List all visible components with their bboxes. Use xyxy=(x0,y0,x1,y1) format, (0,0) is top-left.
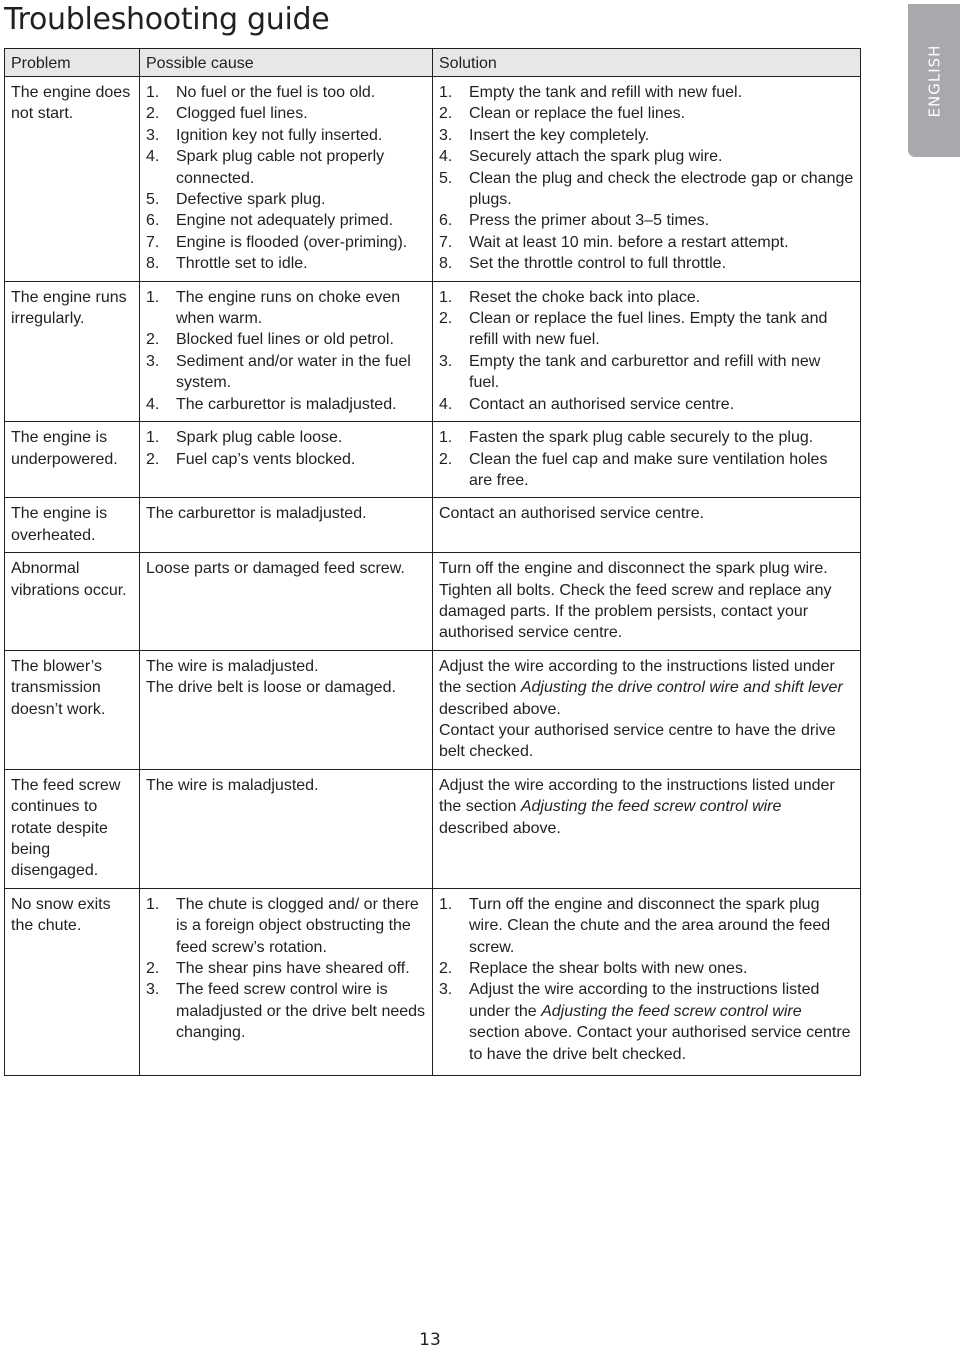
solution-cell xyxy=(433,888,861,1075)
cause-list xyxy=(146,894,426,1044)
solution-cell xyxy=(433,77,861,282)
table-row xyxy=(5,498,861,553)
solution-list xyxy=(439,82,854,275)
list-item: 6. Press the primer about 3–5 times. xyxy=(439,210,854,231)
problem-cell: The engine is underpowered. xyxy=(5,422,140,498)
cause-line: The drive belt is loose or damaged. xyxy=(146,679,396,697)
table-row xyxy=(5,77,861,282)
solution-cell xyxy=(433,281,861,421)
cause-text: Clogged fuel lines. xyxy=(176,105,308,123)
solution-cell xyxy=(433,422,861,498)
solution-paragraph: Adjust the wire according to the instructions listed under the section Adjusting the drive control wire and shift lever described above. xyxy=(439,657,843,718)
problem-cell: The engine is overheated. xyxy=(5,498,140,553)
list-item: 1. Turn off the engine and disconnect the spark plug wire. Clean the chute and the area around the feed screw. xyxy=(439,894,854,958)
list-item: 4. Spark plug cable not properly connected. xyxy=(146,146,426,189)
list-item: 2. Clean the fuel cap and make sure ventilation holes are free. xyxy=(439,449,854,492)
table-row xyxy=(5,769,861,888)
column-header-solution: Solution xyxy=(433,49,861,77)
language-tab xyxy=(908,4,960,157)
solution-text: Press the primer about 3–5 times. xyxy=(469,212,710,230)
cause-text: Ignition key not fully inserted. xyxy=(176,126,383,144)
cause-text: The feed screw control wire is maladjusted or the drive belt needs changing. xyxy=(176,981,426,1042)
solution-cell: Contact an authorised service centre. xyxy=(433,498,861,553)
cause-list xyxy=(146,287,426,415)
table-header-row xyxy=(5,49,861,77)
table-row xyxy=(5,281,861,421)
list-item: 2. Clean or replace the fuel lines. xyxy=(439,103,854,124)
list-item: 2. Replace the shear bolts with new ones. xyxy=(439,958,854,979)
cause-cell xyxy=(140,650,433,769)
list-item: 7. Engine is flooded (over-priming). xyxy=(146,232,426,253)
list-item: 3. The feed screw control wire is maladjusted or the drive belt needs changing. xyxy=(146,979,426,1043)
solution-cell: Turn off the engine and disconnect the spark plug wire. Tighten all bolts. Check the feed screw and replace any damaged parts. If the problem persists, contact your authorised service centre. xyxy=(433,553,861,651)
solution-paragraph: Adjust the wire according to the instructions listed under the section Adjusting the feed screw control wire described above. xyxy=(439,776,835,837)
table-row xyxy=(5,650,861,769)
column-header-possible-cause: Possible cause xyxy=(140,49,433,77)
solution-text: Set the throttle control to full throttle. xyxy=(469,255,727,273)
section-reference: Adjusting the drive control wire and shift lever xyxy=(520,679,843,697)
solution-text: Reset the choke back into place. xyxy=(469,288,701,306)
solution-cell xyxy=(433,650,861,769)
cause-text: The engine runs on choke even when warm. xyxy=(176,288,401,328)
problem-cell: No snow exits the chute. xyxy=(5,888,140,1075)
list-item: 3. Ignition key not fully inserted. xyxy=(146,125,426,146)
cause-cell: The wire is maladjusted. xyxy=(140,769,433,888)
list-item: 8. Set the throttle control to full throttle. xyxy=(439,253,854,274)
solution-text: Clean or replace the fuel lines. xyxy=(469,105,686,123)
cause-cell xyxy=(140,77,433,282)
solution-text: Securely attach the spark plug wire. xyxy=(469,148,723,166)
problem-cell: Abnormal vibrations occur. xyxy=(5,553,140,651)
solution-list xyxy=(439,287,854,415)
solution-text: Empty the tank and refill with new fuel. xyxy=(469,84,743,101)
solution-text: Adjust the wire according to the instructions listed under the Adjusting the feed screw control wire section above. Contact your authorised service centre to have the drive belt checked. xyxy=(469,981,851,1063)
cause-cell: Loose parts or damaged feed screw. xyxy=(140,553,433,651)
problem-cell: The blower’s transmission doesn’t work. xyxy=(5,650,140,769)
solution-text: Insert the key completely. xyxy=(469,126,650,144)
cause-text: The shear pins have sheared off. xyxy=(176,960,410,978)
list-item: 1. Reset the choke back into place. xyxy=(439,287,854,308)
list-item: 1. No fuel or the fuel is too old. xyxy=(146,82,426,103)
section-reference: Adjusting the feed screw control wire xyxy=(520,798,782,816)
table-row xyxy=(5,422,861,498)
cause-text: The chute is clogged and/ or there is a foreign object obstructing the feed screw’s rotation. xyxy=(176,895,419,956)
problem-cell: The feed screw continues to rotate despite being disengaged. xyxy=(5,769,140,888)
page-title: Troubleshooting guide xyxy=(4,2,330,37)
problem-cell: The engine does not start. xyxy=(5,77,140,282)
list-item: 7. Wait at least 10 min. before a restart attempt. xyxy=(439,232,854,253)
list-item: 1. The engine runs on choke even when warm. xyxy=(146,287,426,330)
list-item: 2. Fuel cap’s vents blocked. xyxy=(146,449,426,470)
page-number: 13 xyxy=(419,1330,441,1350)
list-item: 2. The shear pins have sheared off. xyxy=(146,958,426,979)
list-item: 4. Securely attach the spark plug wire. xyxy=(439,146,854,167)
solution-text: Replace the shear bolts with new ones. xyxy=(469,960,748,978)
cause-cell xyxy=(140,281,433,421)
list-item: 4. Contact an authorised service centre. xyxy=(439,394,854,415)
list-item: 5. Defective spark plug. xyxy=(146,189,426,210)
solution-cell xyxy=(433,769,861,888)
list-item: 5. Clean the plug and check the electrode gap or change plugs. xyxy=(439,168,854,211)
cause-text: Throttle set to idle. xyxy=(176,255,308,273)
solution-text: Wait at least 10 min. before a restart attempt. xyxy=(469,233,789,251)
list-item: 3. Insert the key completely. xyxy=(439,125,854,146)
troubleshooting-table xyxy=(4,48,861,1076)
solution-text: Turn off the engine and disconnect the spark plug wire. Clean the chute and the area around the feed screw. xyxy=(469,895,831,956)
solution-text: Clean the fuel cap and make sure ventilation holes are free. xyxy=(469,450,828,489)
solution-list xyxy=(439,427,854,491)
solution-text: Empty the tank and carburettor and refill with new fuel. xyxy=(469,352,821,392)
cause-line: The wire is maladjusted. xyxy=(146,657,319,675)
list-item: 3. Empty the tank and carburettor and refill with new fuel. xyxy=(439,351,854,394)
list-item: 2. Blocked fuel lines or old petrol. xyxy=(146,329,426,350)
solution-text: Fasten the spark plug cable securely to the plug. xyxy=(469,429,814,447)
list-item: 3. Adjust the wire according to the instructions listed under the Adjusting the feed screw control wire section above. Contact your authorised service centre to have the drive belt checked. xyxy=(439,979,854,1065)
list-item: 4. The carburettor is maladjusted. xyxy=(146,394,426,415)
list-item: 1. Empty the tank and refill with new fuel. xyxy=(439,82,854,103)
cause-text: The carburettor is maladjusted. xyxy=(176,395,397,413)
cause-text: Engine not adequately primed. xyxy=(176,212,394,230)
list-item: 2. Clean or replace the fuel lines. Empty the tank and refill with new fuel. xyxy=(439,308,854,351)
problem-cell: The engine runs irregularly. xyxy=(5,281,140,421)
cause-text: Blocked fuel lines or old petrol. xyxy=(176,331,394,349)
solution-paragraph: Contact your authorised service centre to have the drive belt checked. xyxy=(439,721,836,761)
list-item: 8. Throttle set to idle. xyxy=(146,253,426,274)
cause-text: Fuel cap’s vents blocked. xyxy=(176,450,356,468)
column-header-problem: Problem xyxy=(5,49,140,77)
solution-text: Contact an authorised service centre. xyxy=(469,395,735,413)
cause-text: Engine is flooded (over-priming). xyxy=(176,233,408,251)
list-item: 6. Engine not adequately primed. xyxy=(146,210,426,231)
cause-list xyxy=(146,427,426,470)
cause-text: Spark plug cable loose. xyxy=(176,429,343,447)
cause-cell xyxy=(140,422,433,498)
solution-list xyxy=(439,894,854,1065)
language-tab-label: ENGLISH xyxy=(925,44,943,117)
table-row xyxy=(5,553,861,651)
solution-text: Clean or replace the fuel lines. Empty the tank and refill with new fuel. xyxy=(469,310,828,349)
list-item: 1. Fasten the spark plug cable securely to the plug. xyxy=(439,427,854,448)
solution-text: Clean the plug and check the electrode gap or change plugs. xyxy=(469,169,854,209)
cause-list xyxy=(146,82,426,275)
cause-text: Defective spark plug. xyxy=(176,191,326,209)
cause-cell: The carburettor is maladjusted. xyxy=(140,498,433,553)
cause-cell xyxy=(140,888,433,1075)
list-item: 1. Spark plug cable loose. xyxy=(146,427,426,448)
section-reference: Adjusting the feed screw control wire xyxy=(541,1002,802,1020)
cause-text: Spark plug cable not properly connected. xyxy=(176,148,385,187)
list-item: 2. Clogged fuel lines. xyxy=(146,103,426,124)
list-item: 3. Sediment and/or water in the fuel system. xyxy=(146,351,426,394)
cause-text: No fuel or the fuel is too old. xyxy=(176,84,376,101)
table-row xyxy=(5,888,861,1075)
list-item: 1. The chute is clogged and/ or there is a foreign object obstructing the feed screw’s rotation. xyxy=(146,894,426,958)
cause-text: Sediment and/or water in the fuel system. xyxy=(176,352,411,392)
